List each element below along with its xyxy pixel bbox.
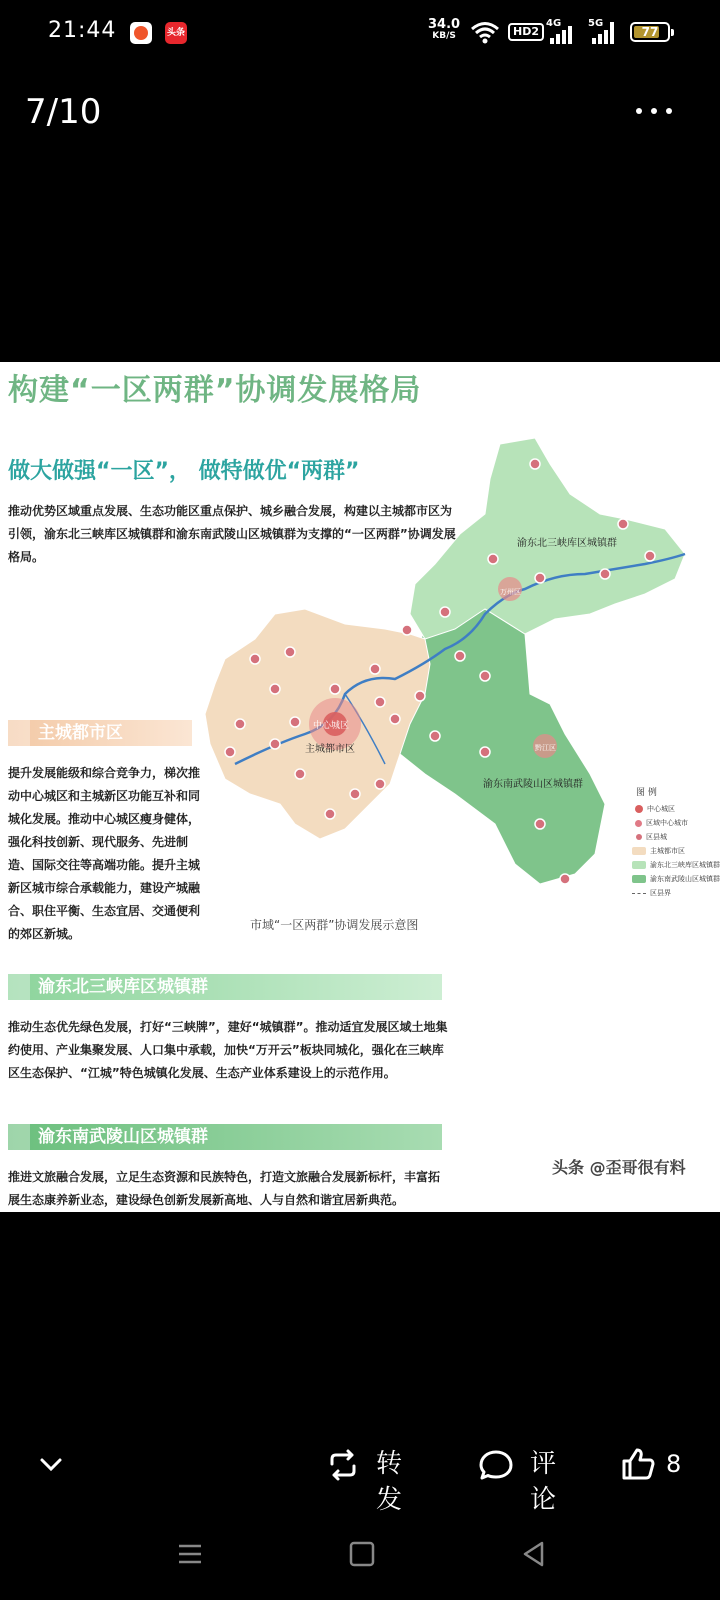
chevron-down-icon[interactable] [38, 1454, 64, 1474]
section-heading-northeast: 渝东北三峡库区城镇群 [8, 974, 442, 1000]
hd-voice-icon: HD2 [508, 23, 544, 41]
legend-item: 主城都市区 [632, 846, 685, 856]
battery-icon: 77 [630, 22, 670, 42]
legend-item: 区县城 [632, 832, 667, 842]
comment-label: 评论 [530, 1449, 557, 1515]
watermark: 头条 @歪哥很有料 [552, 1158, 686, 1177]
section-body-southeast: 推进文旅融合发展，立足生态资源和民族特色，打造文旅融合发展新标杆，丰富拓展生态康养新业态，建设绿色创新发展新高地、人与自然和谐宜居新典范。 [8, 1170, 441, 1207]
legend-item: 中心城区 [632, 804, 675, 814]
regional-map [195, 434, 715, 914]
section-body-main: 提升发展能级和综合竞争力，梯次推动中心城区和主城新区功能互补和同城化发展。推动中心城区瘦身健体，强化科技创新、现代服务、先进制造、国际交往等高端功能。提升主城新区城市综合承载能力，建设产城融合、职住平衡、生态宜居、交通便利的郊区新城。 [8, 766, 201, 941]
menu-nav-icon[interactable] [176, 1540, 204, 1568]
app-notification-icon [130, 22, 152, 44]
back-nav-icon[interactable] [520, 1540, 548, 1568]
home-nav-icon[interactable] [348, 1540, 376, 1568]
map-caption: 市域“一区两群”协调发展示意图 [250, 918, 419, 932]
signal-4g-icon: 4G [546, 18, 572, 44]
doc-title: 构建“一区两群”协调发展格局 [8, 373, 422, 408]
thumbs-up-icon [620, 1446, 656, 1482]
comment-icon [478, 1448, 514, 1482]
map-label-wanzhou: 万州区 [500, 588, 521, 596]
share-label: 转发 [376, 1449, 403, 1515]
map-label-ne: 渝东北三峡库区城镇群 [517, 538, 617, 549]
repost-icon [326, 1448, 360, 1482]
map-legend-title: 图 例 [636, 788, 657, 798]
section-heading-southeast: 渝东南武陵山区城镇群 [8, 1124, 442, 1150]
legend-item: 区域中心城市 [632, 818, 688, 828]
status-bar [0, 0, 720, 64]
section-heading-main: 主城都市区 [8, 720, 192, 746]
wifi-icon [470, 20, 500, 44]
doc-intro: 推动优势区域重点发展、生态功能区重点保护、城乡融合发展，构建以主城都市区为引领，渝东北三峡库区城镇群和渝东南武陵山区城镇群为支撑的“一区两群”协调发展格局。 [8, 504, 456, 564]
doc-subtitle: 做大做强“一区”， 做特做优“两群” [8, 459, 360, 484]
network-speed: 34.0 KB/S [428, 17, 461, 41]
page-counter: 7/10 [25, 92, 102, 132]
map-label-center: 中心城区 [313, 721, 350, 731]
map-label-se: 渝东南武陵山区城镇群 [483, 779, 583, 790]
toutiao-notification-icon: 头条 [165, 22, 187, 44]
signal-5g-icon: 5G [588, 18, 618, 44]
map-label-main: 主城都市区 [305, 744, 355, 755]
legend-item: 区县界 [632, 888, 671, 898]
legend-item: 渝东北三峡库区城镇群 [632, 860, 720, 870]
like-count: 8 [666, 1450, 682, 1478]
status-time: 21:44 [48, 18, 117, 43]
section-body-northeast: 推动生态优先绿色发展，打好“三峡牌”，建好“城镇群”。推动适宜发展区域土地集约使用、产业集聚发展、人口集中承载，加快“万开云”板块同城化，强化在三峡库区生态保护、“江城”特色城镇化发展、生态产业体系建设上的示范作用。 [8, 1020, 448, 1080]
document-image[interactable] [0, 362, 720, 1212]
legend-item: 渝东南武陵山区城镇群 [632, 874, 720, 884]
map-label-qianjiang: 黔江区 [535, 744, 556, 752]
more-options-button[interactable] [632, 96, 676, 126]
